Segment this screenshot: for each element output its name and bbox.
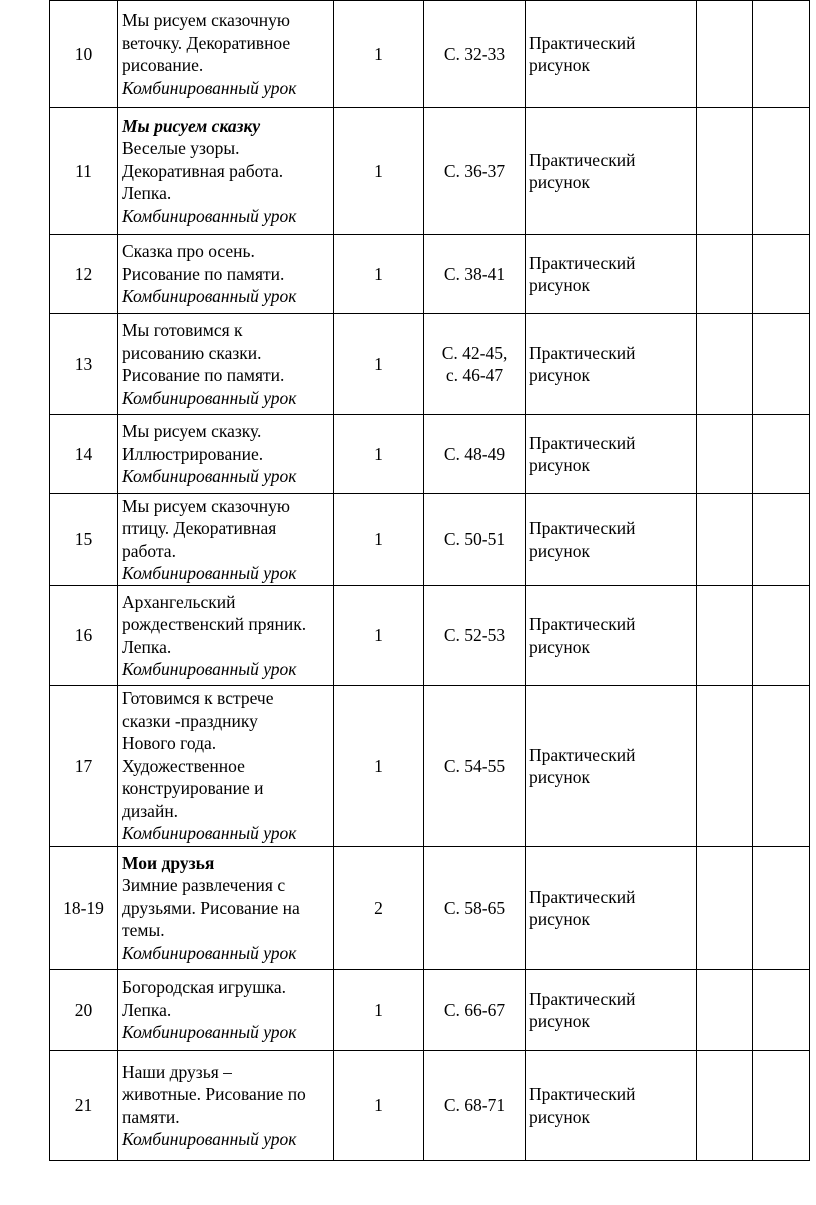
section-heading: Мои друзья xyxy=(122,852,215,873)
textbook-pages-cell xyxy=(424,1051,526,1161)
textbook-pages-cell xyxy=(424,108,526,235)
lesson-type: Комбинированный урок xyxy=(122,77,297,98)
control-form-cell xyxy=(526,847,697,970)
lesson-number: 17 xyxy=(74,755,93,776)
lesson-number-cell xyxy=(50,686,118,847)
date-plan-cell xyxy=(697,415,753,494)
lesson-topic-line: Сказка про осень. xyxy=(122,241,255,262)
control-form-line: рисунок xyxy=(529,767,591,787)
control-form-cell xyxy=(526,970,697,1051)
textbook-pages-cell xyxy=(424,686,526,847)
lesson-topic-cell xyxy=(118,686,334,847)
hours-cell xyxy=(334,108,424,235)
control-form-line: Практический xyxy=(529,149,636,170)
control-form-line: рисунок xyxy=(529,1011,591,1031)
lesson-topic-line: Нового года. xyxy=(122,733,217,754)
textbook-pages-cell xyxy=(424,1,526,108)
lesson-topic-cell xyxy=(118,494,334,586)
lesson-type: Комбинированный урок xyxy=(122,466,297,487)
control-form-line: рисунок xyxy=(529,540,591,561)
lesson-topic-line: памяти. xyxy=(122,1106,180,1127)
control-form-cell xyxy=(526,1051,697,1161)
hours-cell xyxy=(334,686,424,847)
lesson-type: Комбинированный урок xyxy=(122,1129,297,1149)
table-row xyxy=(50,415,810,494)
table-row xyxy=(50,235,810,314)
textbook-pages: С. 38-41 xyxy=(443,263,506,284)
date-fact-cell xyxy=(753,108,810,235)
control-form-line: Практический xyxy=(529,252,636,273)
lesson-topic-cell xyxy=(118,1051,334,1161)
textbook-pages: С. 54-55 xyxy=(443,755,506,776)
textbook-pages: С. 58-65 xyxy=(443,897,506,918)
lesson-number-cell xyxy=(50,1051,118,1161)
control-form-line: рисунок xyxy=(529,365,591,385)
textbook-pages: С. 36-37 xyxy=(443,160,506,181)
control-form-line: рисунок xyxy=(529,55,591,75)
date-plan-cell xyxy=(697,586,753,686)
lesson-number: 18-19 xyxy=(63,897,104,918)
date-fact-cell xyxy=(753,494,810,586)
hours-value: 1 xyxy=(374,160,383,181)
lesson-number: 20 xyxy=(74,999,93,1020)
control-form-cell xyxy=(526,586,697,686)
table-row xyxy=(50,586,810,686)
control-form-line: Практический xyxy=(529,886,636,907)
control-form-line: Практический xyxy=(529,988,636,1009)
hours-cell xyxy=(334,415,424,494)
lesson-topic-line: рождественский пряник. xyxy=(122,614,307,634)
hours-value: 1 xyxy=(374,755,383,776)
control-form-line: Практический xyxy=(529,432,636,453)
lesson-topic-line: конструирование и xyxy=(122,778,264,799)
lesson-type: Комбинированный урок xyxy=(122,659,297,679)
lesson-topic-line: Мы готовимся к xyxy=(122,320,243,340)
control-form-cell xyxy=(526,686,697,847)
date-plan-cell xyxy=(697,847,753,970)
lesson-number: 12 xyxy=(74,263,93,284)
control-form-line: Практический xyxy=(529,342,636,363)
lesson-topic-line: Иллюстрирование. xyxy=(122,443,264,464)
lesson-topic-line: дизайн. xyxy=(122,800,179,821)
lesson-number: 11 xyxy=(75,160,92,181)
lesson-number-cell xyxy=(50,415,118,494)
control-form-cell xyxy=(526,314,697,415)
hours-cell xyxy=(334,847,424,970)
date-plan-cell xyxy=(697,1051,753,1161)
control-form-line: Практический xyxy=(529,744,636,765)
lesson-topic-line: Рисование по памяти. xyxy=(122,365,285,385)
table-row xyxy=(50,314,810,415)
hours-value: 1 xyxy=(374,625,383,646)
textbook-pages: С. 48-49 xyxy=(443,443,506,464)
textbook-pages-cell xyxy=(424,415,526,494)
lesson-number: 10 xyxy=(74,43,93,64)
textbook-pages-cell xyxy=(424,586,526,686)
textbook-pages: С. 42-45, xyxy=(441,342,508,363)
lesson-topic-line: Архангельский xyxy=(122,591,236,612)
table-row xyxy=(50,494,810,586)
control-form-line: рисунок xyxy=(529,172,591,192)
date-plan-cell xyxy=(697,108,753,235)
textbook-pages: С. 50-51 xyxy=(443,529,506,550)
control-form-line: Практический xyxy=(529,614,636,634)
hours-value: 1 xyxy=(374,353,383,374)
hours-value: 1 xyxy=(374,263,383,284)
date-plan-cell xyxy=(697,970,753,1051)
lesson-type: Комбинированный урок xyxy=(122,563,297,583)
textbook-pages: с. 46-47 xyxy=(445,365,504,385)
lesson-number-cell xyxy=(50,586,118,686)
date-fact-cell xyxy=(753,314,810,415)
lesson-topic-line: рисование. xyxy=(122,55,204,75)
lesson-topic-line: Лепка. xyxy=(122,636,172,657)
lesson-type: Комбинированный урок xyxy=(122,387,297,408)
date-plan-cell xyxy=(697,686,753,847)
textbook-pages-cell xyxy=(424,970,526,1051)
lesson-topic-line: Богородская игрушка. xyxy=(122,977,287,998)
hours-cell xyxy=(334,314,424,415)
date-plan-cell xyxy=(697,494,753,586)
date-fact-cell xyxy=(753,847,810,970)
control-form-cell xyxy=(526,415,697,494)
hours-value: 1 xyxy=(374,529,383,550)
section-heading: Мы рисуем сказку xyxy=(122,115,261,136)
lesson-topic-cell xyxy=(118,314,334,415)
lesson-topic-line: Зимние развлечения с xyxy=(122,875,286,896)
table-row xyxy=(50,1051,810,1161)
control-form-line: Практический xyxy=(529,518,636,538)
lesson-type: Комбинированный урок xyxy=(122,286,297,307)
table-row xyxy=(50,686,810,847)
control-form-line: рисунок xyxy=(529,909,591,929)
lesson-topic-line: птицу. Декоративная xyxy=(122,518,277,538)
lesson-topic-line: Наши друзья – xyxy=(122,1061,232,1082)
textbook-pages: С. 68-71 xyxy=(443,1095,506,1116)
lesson-number: 15 xyxy=(74,529,93,550)
lesson-topic-line: темы. xyxy=(122,920,165,941)
hours-value: 1 xyxy=(374,1095,383,1116)
hours-value: 1 xyxy=(374,999,383,1020)
lesson-topic-cell xyxy=(118,108,334,235)
lesson-topic-line: сказки -празднику xyxy=(122,710,258,731)
lesson-plan-table xyxy=(49,0,810,1161)
lesson-number-cell xyxy=(50,970,118,1051)
lesson-topic-line: Мы рисуем сказку. xyxy=(122,421,262,442)
lesson-type: Комбинированный урок xyxy=(122,942,297,963)
lesson-topic-line: Декоративная работа. xyxy=(122,160,284,181)
lesson-topic-line: Лепка. xyxy=(122,999,172,1020)
table-row xyxy=(50,108,810,235)
lesson-topic-cell xyxy=(118,1,334,108)
date-plan-cell xyxy=(697,1,753,108)
hours-cell xyxy=(334,1,424,108)
date-fact-cell xyxy=(753,1,810,108)
lesson-topic-line: Лепка. xyxy=(122,183,172,204)
lesson-number-cell xyxy=(50,1,118,108)
table-row xyxy=(50,970,810,1051)
lesson-topic-line: Готовимся к встрече xyxy=(122,688,274,709)
textbook-pages-cell xyxy=(424,494,526,586)
textbook-pages-cell xyxy=(424,314,526,415)
hours-cell xyxy=(334,235,424,314)
lesson-number: 16 xyxy=(74,625,93,646)
lesson-number-cell xyxy=(50,235,118,314)
hours-cell xyxy=(334,1051,424,1161)
textbook-pages: С. 52-53 xyxy=(443,625,506,646)
lesson-topic-line: Мы рисуем сказочную xyxy=(122,495,290,516)
lesson-topic-line: Веселые узоры. xyxy=(122,138,240,159)
lesson-number: 14 xyxy=(74,443,93,464)
control-form-line: рисунок xyxy=(529,636,591,657)
lesson-topic-line: друзьями. Рисование на xyxy=(122,897,300,918)
table-row xyxy=(50,847,810,970)
lesson-number-cell xyxy=(50,494,118,586)
lesson-topic-line: животные. Рисование по xyxy=(122,1084,306,1104)
lesson-topic-line: рисованию сказки. xyxy=(122,342,262,363)
hours-cell xyxy=(334,970,424,1051)
date-fact-cell xyxy=(753,970,810,1051)
date-plan-cell xyxy=(697,314,753,415)
lesson-topic-line: Мы рисуем сказочную xyxy=(122,10,290,30)
control-form-cell xyxy=(526,494,697,586)
lesson-number: 13 xyxy=(74,353,93,374)
control-form-cell xyxy=(526,1,697,108)
lesson-number-cell xyxy=(50,847,118,970)
date-fact-cell xyxy=(753,686,810,847)
control-form-line: рисунок xyxy=(529,455,591,475)
hours-cell xyxy=(334,494,424,586)
textbook-pages-cell xyxy=(424,847,526,970)
control-form-line: рисунок xyxy=(529,1106,591,1127)
date-plan-cell xyxy=(697,235,753,314)
textbook-pages: С. 66-67 xyxy=(443,999,506,1020)
textbook-pages: С. 32-33 xyxy=(443,43,506,64)
lesson-type: Комбинированный урок xyxy=(122,205,297,226)
lesson-number: 21 xyxy=(74,1095,93,1116)
lesson-topic-cell xyxy=(118,415,334,494)
table-row xyxy=(50,1,810,108)
lesson-topic-cell xyxy=(118,586,334,686)
hours-value: 1 xyxy=(374,443,383,464)
date-fact-cell xyxy=(753,415,810,494)
lesson-number-cell xyxy=(50,314,118,415)
date-fact-cell xyxy=(753,586,810,686)
lesson-type: Комбинированный урок xyxy=(122,1022,297,1043)
hours-value: 2 xyxy=(374,897,383,918)
lesson-topic-line: веточку. Декоративное xyxy=(122,32,291,53)
date-fact-cell xyxy=(753,235,810,314)
lesson-topic-line: Художественное xyxy=(122,755,245,776)
control-form-cell xyxy=(526,108,697,235)
lesson-topic-cell xyxy=(118,235,334,314)
control-form-cell xyxy=(526,235,697,314)
lesson-type: Комбинированный урок xyxy=(122,823,297,844)
lesson-topic-cell xyxy=(118,970,334,1051)
lesson-number-cell xyxy=(50,108,118,235)
control-form-line: рисунок xyxy=(529,275,591,295)
lesson-topic-line: работа. xyxy=(122,540,176,561)
hours-cell xyxy=(334,586,424,686)
control-form-line: Практический xyxy=(529,1084,636,1104)
lesson-topic-line: Рисование по памяти. xyxy=(122,263,285,284)
lesson-plan-body xyxy=(50,1,810,1161)
date-fact-cell xyxy=(753,1051,810,1161)
textbook-pages-cell xyxy=(424,235,526,314)
control-form-line: Практический xyxy=(529,32,636,53)
hours-value: 1 xyxy=(374,43,383,64)
lesson-topic-cell xyxy=(118,847,334,970)
